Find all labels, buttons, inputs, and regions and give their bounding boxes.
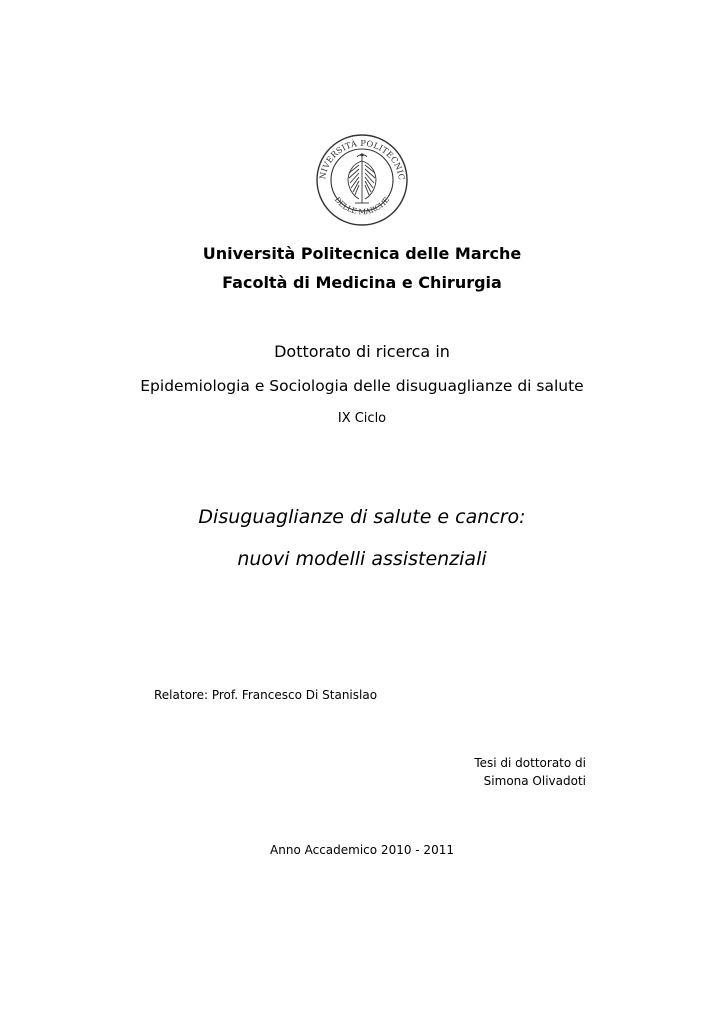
svg-text:DELLE MARCHE: DELLE MARCHE bbox=[332, 195, 392, 217]
thesis-title-line-1: Disuguaglianze di salute e cancro: bbox=[198, 506, 526, 528]
thesis-author-label: Tesi di dottorato di bbox=[474, 756, 586, 770]
doctorate-cycle: IX Ciclo bbox=[337, 411, 387, 426]
faculty-name: Facoltà di Medicina e Chirurgia bbox=[222, 273, 502, 292]
svg-text:UNIVERSITÀ POLITECNICA: NIVERSITÀ POLITECNIC bbox=[317, 137, 407, 181]
academic-year: Anno Accademico 2010 - 2011 bbox=[270, 843, 454, 857]
university-name: Università Politecnica delle Marche bbox=[202, 244, 522, 263]
thesis-author-name: Simona Olivadoti bbox=[483, 774, 586, 788]
doctorate-program: Epidemiologia e Sociologia delle disuguaglianze di salute bbox=[140, 377, 584, 395]
supervisor: Relatore: Prof. Francesco Di Stanislao bbox=[154, 688, 378, 702]
thesis-title-line-2: nuovi modelli assistenziali bbox=[237, 548, 487, 570]
university-seal-icon bbox=[315, 133, 409, 227]
doctorate-label: Dottorato di ricerca in bbox=[274, 342, 450, 361]
